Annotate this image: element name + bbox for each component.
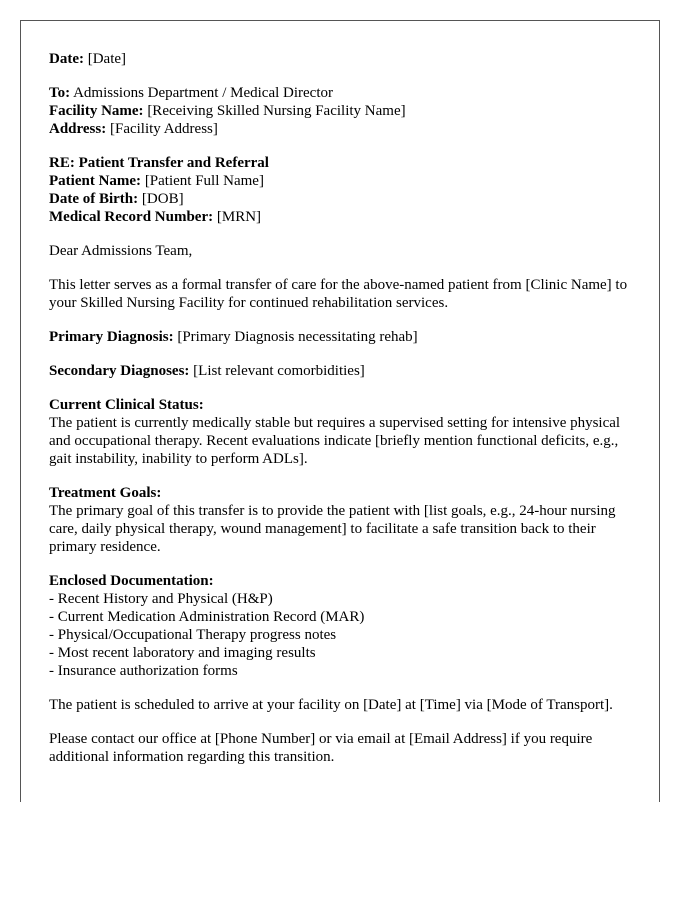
re-block xyxy=(49,154,631,226)
patient-name-label: Patient Name: xyxy=(49,173,142,189)
secondary-diagnoses xyxy=(49,362,631,380)
enclosed-documentation-heading: Enclosed Documentation: xyxy=(49,573,214,589)
address-value: [Facility Address] xyxy=(109,121,218,137)
list-item: - Recent History and Physical (H&P) xyxy=(49,591,273,607)
enclosed-documentation-list xyxy=(49,590,631,680)
referral-letter xyxy=(20,20,660,802)
treatment-goals-heading: Treatment Goals: xyxy=(49,485,162,501)
date-value: [Date] xyxy=(87,51,127,67)
date-line xyxy=(49,50,631,68)
list-item: - Most recent laboratory and imaging results xyxy=(49,645,316,661)
secondary-diagnoses-label: Secondary Diagnoses: xyxy=(49,363,190,379)
list-item: - Physical/Occupational Therapy progress notes xyxy=(49,627,337,643)
dob-label: Date of Birth: xyxy=(49,191,139,207)
mrn-line xyxy=(49,208,631,226)
dob-value: [DOB] xyxy=(141,191,184,207)
facility-name-label: Facility Name: xyxy=(49,103,144,119)
re-subject: RE: Patient Transfer and Referral xyxy=(49,155,269,171)
address-line xyxy=(49,120,631,138)
patient-name-value: [Patient Full Name] xyxy=(144,173,264,189)
primary-diagnosis xyxy=(49,328,631,346)
facility-name-value: [Receiving Skilled Nursing Facility Name] xyxy=(147,103,406,119)
primary-diagnosis-value: [Primary Diagnosis necessitating rehab] xyxy=(177,329,418,345)
primary-diagnosis-label: Primary Diagnosis: xyxy=(49,329,174,345)
recipient-block xyxy=(49,84,631,138)
clinical-status-section xyxy=(49,396,631,468)
address-label: Address: xyxy=(49,121,107,137)
patient-name-line xyxy=(49,172,631,190)
salutation: Dear Admissions Team, xyxy=(49,243,193,259)
dob-line xyxy=(49,190,631,208)
intro-paragraph: This letter serves as a formal transfer of care for the above-named patient from [Clinic Name] to your Skilled Nursing Facility for continued rehabilitation services. xyxy=(49,277,628,311)
arrival-paragraph: The patient is scheduled to arrive at your facility on [Date] at [Time] via [Mode of Transport]. xyxy=(49,697,613,713)
mrn-value: [MRN] xyxy=(216,209,262,225)
to-line xyxy=(49,84,631,102)
mrn-label: Medical Record Number: xyxy=(49,209,214,225)
contact-paragraph: Please contact our office at [Phone Number] or via email at [Email Address] if you require additional information regarding this transition. xyxy=(49,731,593,765)
clinical-status-text: The patient is currently medically stable but requires a supervised setting for intensive physical and occupational therapy. Recent evaluations indicate [briefly mention functional deficits, e.g., gait instability, inability to perform ADLs]. xyxy=(49,415,621,467)
treatment-goals-text: The primary goal of this transfer is to provide the patient with [list goals, e.g., 24-hour nursing care, daily physical therapy, wound management] to facilitate a safe transition back to their primary residence. xyxy=(49,503,616,555)
facility-name-line xyxy=(49,102,631,120)
to-label: To: xyxy=(49,85,71,101)
list-item: - Current Medication Administration Record (MAR) xyxy=(49,609,365,625)
list-item: - Insurance authorization forms xyxy=(49,663,238,679)
enclosed-documentation-section xyxy=(49,572,631,680)
treatment-goals-section xyxy=(49,484,631,556)
clinical-status-heading: Current Clinical Status: xyxy=(49,397,204,413)
secondary-diagnoses-value: [List relevant comorbidities] xyxy=(193,363,365,379)
to-value: Admissions Department / Medical Director xyxy=(73,85,333,101)
date-label: Date: xyxy=(49,51,84,67)
